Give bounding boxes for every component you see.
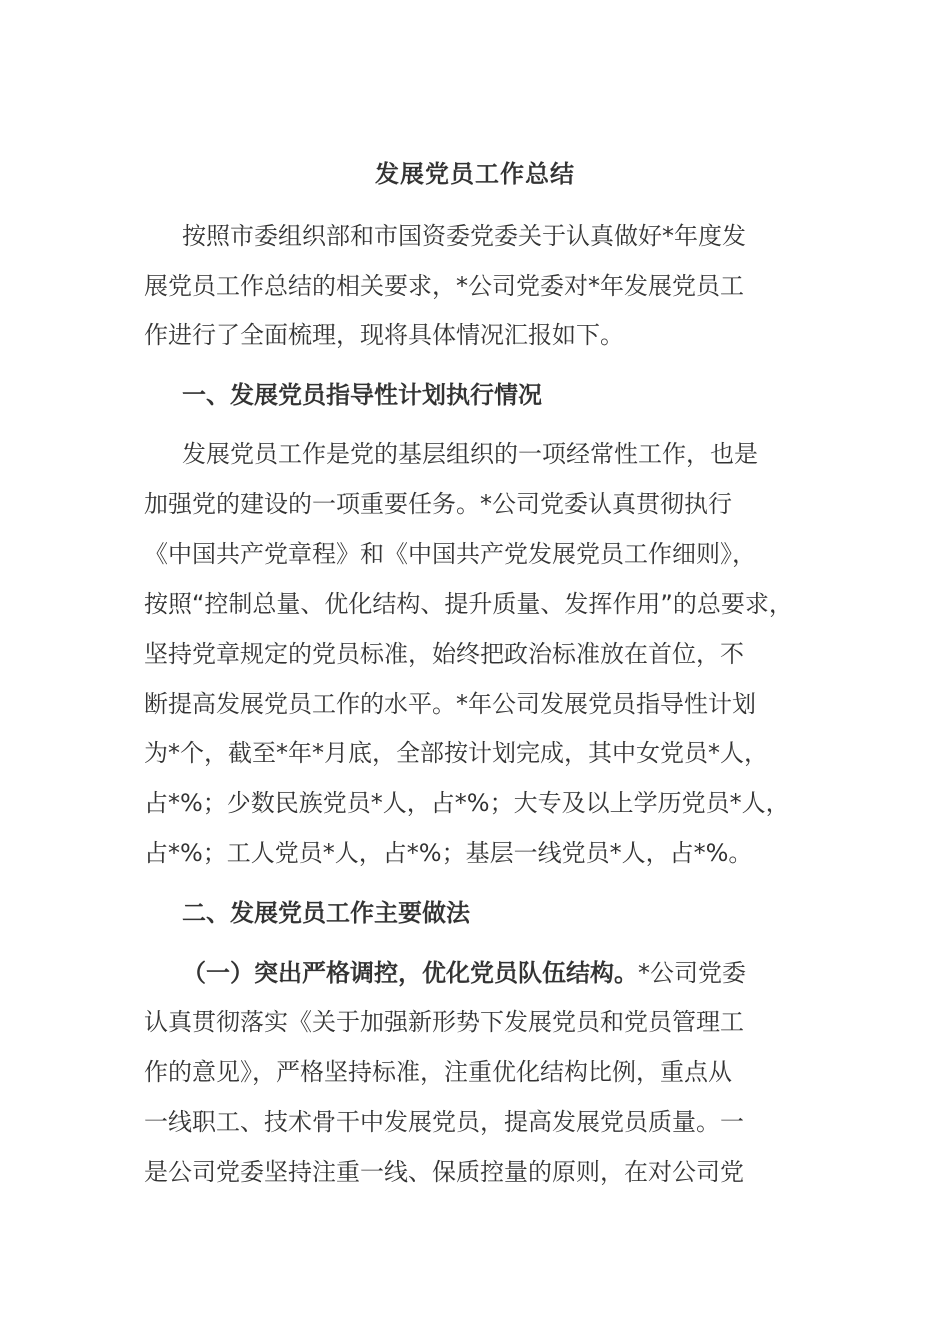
paragraph-line: 《中国共产党章程》和《中国共产党发展党员工作细则》， <box>144 540 756 568</box>
paragraph-line: 展党员工作总结的相关要求，*公司党委对*年发展党员工 <box>144 272 744 300</box>
subsection-heading: （一）突出严格调控，优化党员队伍结构。 <box>182 959 638 987</box>
paragraph-line: 占*%；工人党员*人，占*%；基层一线党员*人，占*%。 <box>144 839 753 867</box>
paragraph-line: 加强党的建设的一项重要任务。*公司党委认真贯彻执行 <box>144 490 732 518</box>
section-heading-2: 二、发展党员工作主要做法 <box>182 899 470 927</box>
paragraph-line: 为*个，截至*年*月底，全部按计划完成，其中女党员*人， <box>144 739 768 767</box>
subsection-lead-line <box>182 953 746 993</box>
paragraph-line: 按照“控制总量、优化结构、提升质量、发挥作用”的总要求， <box>144 590 793 618</box>
paragraph-line: 按照市委组织部和市国资委党委关于认真做好*年度发 <box>182 222 746 250</box>
paragraph-line: 发展党员工作是党的基层组织的一项经常性工作，也是 <box>182 440 758 468</box>
paragraph-line: 作进行了全面梳理，现将具体情况汇报如下。 <box>144 321 624 349</box>
paragraph-line: 坚持党章规定的党员标准，始终把政治标准放在首位，不 <box>144 640 744 668</box>
paragraph-line: 是公司党委坚持注重一线、保质控量的原则，在对公司党 <box>144 1158 744 1186</box>
paragraph-line: 认真贯彻落实《关于加强新形势下发展党员和党员管理工 <box>144 1008 744 1036</box>
paragraph-line: 占*%；少数民族党员*人，占*%；大专及以上学历党员*人， <box>144 789 790 817</box>
paragraph-line: 断提高发展党员工作的水平。*年公司发展党员指导性计划 <box>144 690 756 718</box>
section-heading-1: 一、发展党员指导性计划执行情况 <box>182 381 542 409</box>
subsection-lead-rest: *公司党委 <box>638 959 746 987</box>
paragraph-line: 一线职工、技术骨干中发展党员，提高发展党员质量。一 <box>144 1108 744 1136</box>
document-title: 发展党员工作总结 <box>375 160 575 188</box>
paragraph-line: 作的意见》，严格坚持标准，注重优化结构比例，重点从 <box>144 1058 732 1086</box>
